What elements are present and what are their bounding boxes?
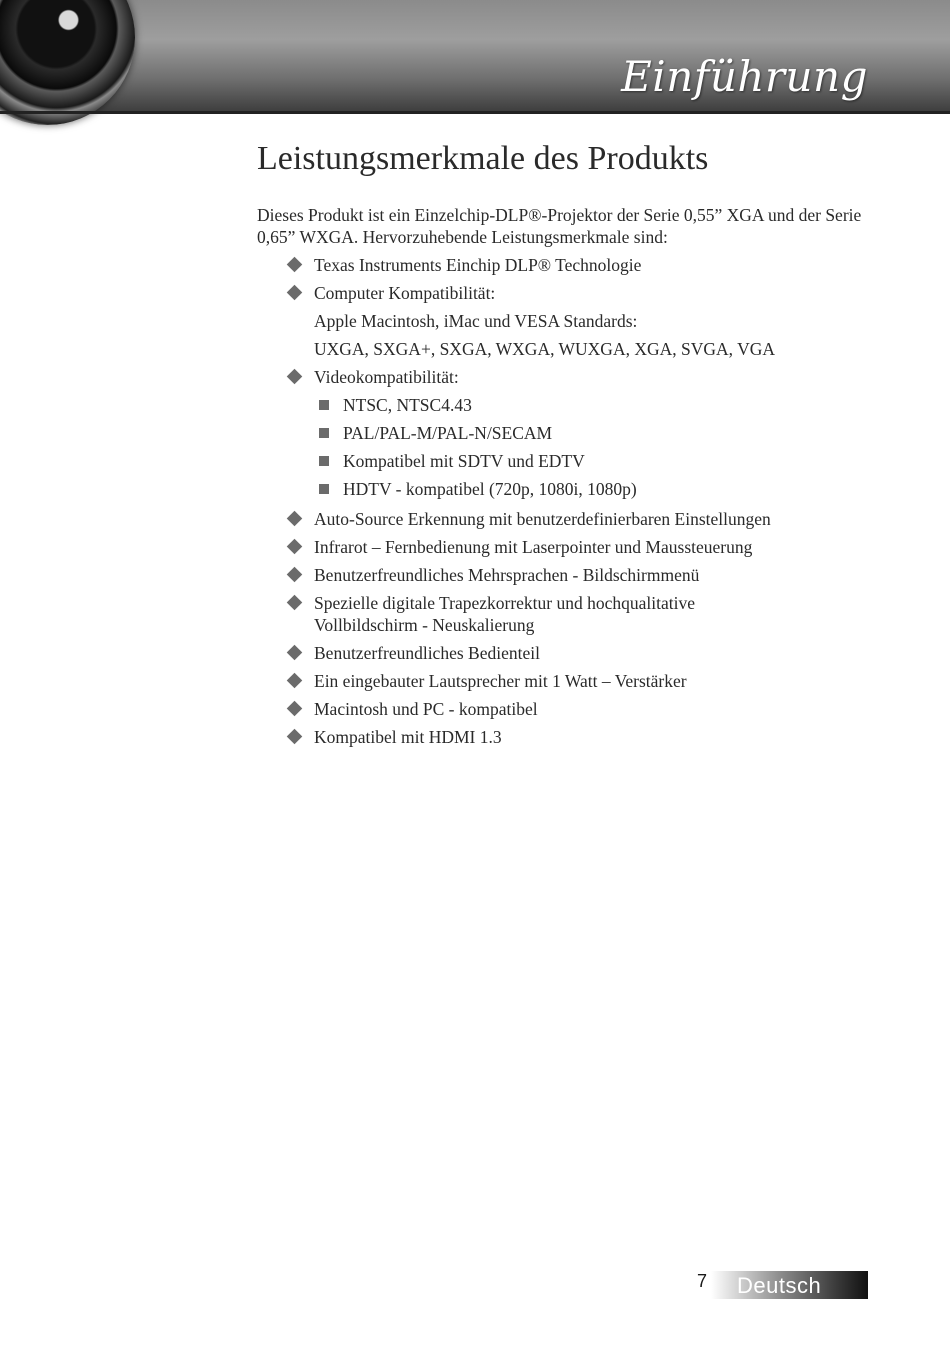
diamond-bullet-icon: [287, 511, 303, 527]
feature-text: Macintosh und PC - kompatibel: [314, 699, 538, 719]
feature-item: [257, 670, 867, 692]
feature-text: Auto-Source Erkennung mit benutzerdefinierbaren Einstellungen: [314, 509, 771, 529]
feature-item: [257, 536, 867, 558]
square-bullet-icon: [319, 484, 329, 494]
video-item: [257, 478, 867, 500]
feature-text: Texas Instruments Einchip DLP® Technologie: [314, 255, 642, 275]
feature-text: Benutzerfreundliches Mehrsprachen - Bildschirmmenü: [314, 565, 700, 585]
feature-text: Benutzerfreundliches Bedienteil: [314, 643, 540, 663]
feature-item: [257, 508, 867, 530]
square-bullet-icon: [319, 428, 329, 438]
intro-paragraph: Dieses Produkt ist ein Einzelchip-DLP®-Projektor der Serie 0,55” XGA und der Serie 0,65” WXGA. Hervorzuhebende Leistungsmerkmale sind:: [257, 205, 862, 247]
feature-item: [257, 642, 867, 664]
feature-subline: Apple Macintosh, iMac und VESA Standards:: [314, 311, 638, 331]
feature-text: Videokompatibilität:: [314, 367, 459, 387]
footer-language-label: Deutsch: [737, 1273, 822, 1298]
diamond-bullet-icon: [287, 701, 303, 717]
diamond-bullet-icon: [287, 595, 303, 611]
video-item: [257, 422, 867, 444]
video-item-text: NTSC, NTSC4.43: [343, 395, 472, 415]
feature-item: [257, 366, 867, 388]
feature-text-continued: Vollbildschirm - Neuskalierung: [314, 615, 535, 635]
feature-text: Ein eingebauter Lautsprecher mit 1 Watt – Verstärker: [314, 671, 687, 691]
feature-item: [257, 564, 867, 586]
feature-item: [257, 726, 867, 748]
feature-text: Infrarot – Fernbedienung mit Laserpointer und Maussteuerung: [314, 537, 753, 557]
video-item-text: HDTV - kompatibel (720p, 1080i, 1080p): [343, 479, 637, 499]
video-item-text: PAL/PAL-M/PAL-N/SECAM: [343, 423, 553, 443]
projector-lens-image: [0, 0, 135, 125]
page-title: Leistungsmerkmale des Produkts: [257, 140, 709, 177]
video-item: [257, 450, 867, 472]
square-bullet-icon: [319, 456, 329, 466]
diamond-bullet-icon: [287, 285, 303, 301]
feature-text: Computer Kompatibilität:: [314, 283, 496, 303]
feature-item: [257, 282, 867, 304]
feature-content: [257, 204, 867, 754]
diamond-bullet-icon: [287, 567, 303, 583]
chapter-title: Einführung: [621, 52, 868, 101]
square-bullet-icon: [319, 400, 329, 410]
diamond-bullet-icon: [287, 539, 303, 555]
diamond-bullet-icon: [287, 257, 303, 273]
feature-text: Kompatibel mit HDMI 1.3: [314, 727, 502, 747]
video-item: [257, 394, 867, 416]
video-item-text: Kompatibel mit SDTV und EDTV: [343, 451, 585, 471]
feature-item: [257, 592, 867, 636]
feature-subline: UXGA, SXGA+, SXGA, WXGA, WUXGA, XGA, SVGA, VGA: [314, 339, 775, 359]
diamond-bullet-icon: [287, 673, 303, 689]
feature-item: [257, 698, 867, 720]
feature-item: [257, 254, 867, 276]
diamond-bullet-icon: [287, 645, 303, 661]
diamond-bullet-icon: [287, 369, 303, 385]
diamond-bullet-icon: [287, 729, 303, 745]
feature-text: Spezielle digitale Trapezkorrektur und hochqualitative: [314, 593, 696, 613]
page-number: 7: [697, 1271, 708, 1291]
header-band: [0, 0, 950, 114]
